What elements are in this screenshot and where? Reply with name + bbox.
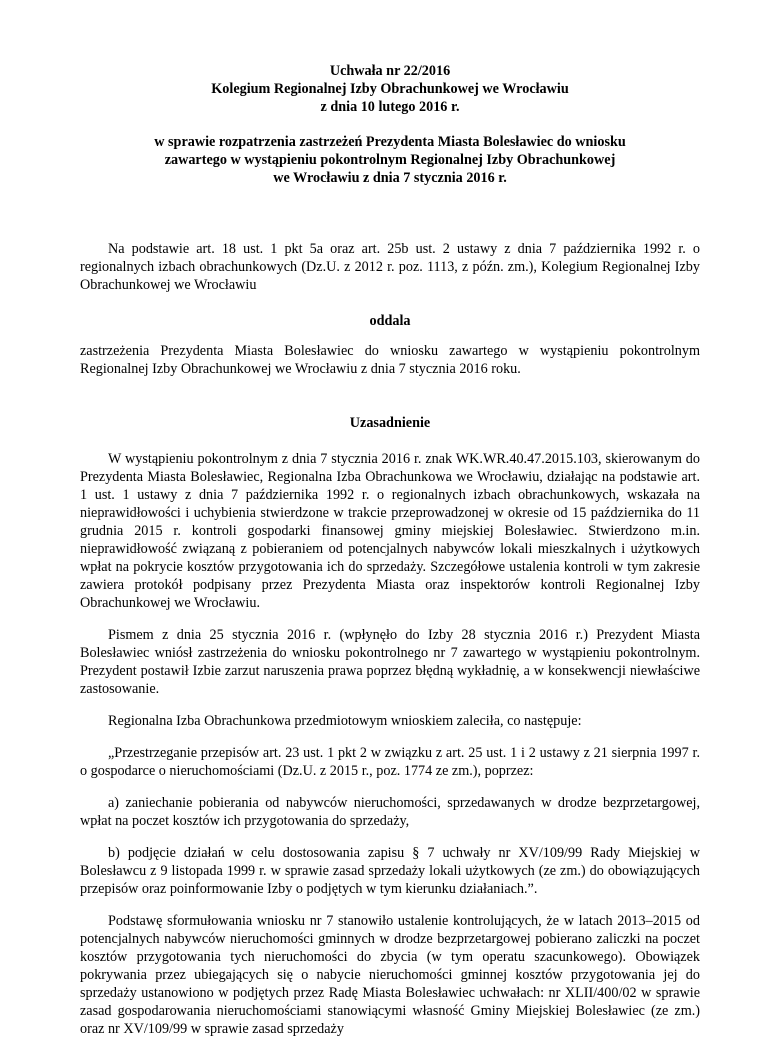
resolution-header [80,62,700,116]
decision-word: oddala [369,313,411,329]
resolution-number: Uchwała nr 22/2016 [329,63,451,79]
subject-line-2: zawartego w wystąpieniu pokontrolnym Regionalnej Izby Obrachunkowej [164,152,616,168]
issuing-body: Kolegium Regionalnej Izby Obrachunkowej we Wrocławiu [211,81,569,97]
recommendation-item-b: b) podjęcie działań w celu dostosowania zapisu § 7 uchwały nr XV/109/99 Rady Miejskiej w Bolesławcu z 9 listopada 1999 r. w sprawie zasad sprzedaży lokali użytkowych (ze zm.) do obowiązujących przepisów oraz poinformowanie Izby o podjętych w tym kierunku działaniach.”. [80,845,700,897]
document-page [80,58,700,1038]
subject-line-1: w sprawie rozpatrzenia zastrzeżeń Prezydenta Miasta Bolesławiec do wniosku [154,134,626,150]
resolution-date: z dnia 10 lutego 2016 r. [320,99,460,115]
justification-paragraph-7: Podstawę sformułowania wniosku nr 7 stanowiło ustalenie kontrolujących, że w latach 2013–2015 od potencjalnych nabywców nieruchomości gminnych w drodze bezprzetargowej pobierano zaliczki na poczet kosztów przygotowania tych nieruchomości do zbycia (w tym operatu szacunkowego). Obowiązek pokrywania przez ubiegających się o nabycie nieruchomości gminnej kosztów przygotowania jej do sprzedaży ustanowiono w podjętych przez Radę Miasta Bolesławiec uchwałach: nr XLII/400/02 w sprawie zasad gospodarowania nieruchomościami stanowiącymi własność Gminy Miejskiej Bolesławiec (ze zm.) oraz nr XV/109/99 w sprawie zasad sprzedaży [80,913,700,1037]
justification-paragraph-1: W wystąpieniu pokontrolnym z dnia 7 stycznia 2016 r. znak WK.WR.40.47.2015.103, skierowanym do Prezydenta Miasta Bolesławiec, Regionalna Izba Obrachunkowa we Wrocławiu, działając na podstawie art. 1 ust. 1 ustawy z dnia 7 października 1992 r. o regionalnych izbach obrachunkowych, wskazała na nieprawidłowości i uchybienia stwierdzone w trakcie przeprowadzonej w okresie od 15 października do 11 grudnia 2015 r. kontroli gospodarki finansowej gminy miejskiej Bolesławiec. Stwierdzono m.in. nieprawidłowość związaną z pobieraniem od potencjalnych nabywców lokali mieszkalnych i użytkowych wpłat na pokrycie kosztów przygotowania ich do sprzedaży. Szczegółowe ustalenia kontroli w tym zakresie zawiera protokół podpisany przez Prezydenta Miasta oraz inspektorów kontroli Regionalnej Izby Obrachunkowej we Wrocławiu. [80,451,700,611]
legal-basis-paragraph: Na podstawie art. 18 ust. 1 pkt 5a oraz art. 25b ust. 2 ustawy z dnia 7 października 1992 r. o regionalnych izbach obrachunkowych (Dz.U. z 2012 r. poz. 1113, z późn. zm.), Kolegium Regionalnej Izby Obrachunkowej we Wrocławiu [80,241,700,293]
resolution-subject [80,133,700,187]
quoted-recommendation: „Przestrzeganie przepisów art. 23 ust. 1 pkt 2 w związku z art. 25 ust. 1 i 2 ustawy z 21 sierpnia 1997 r. o gospodarce o nieruchomościami (Dz.U. z 2015 r., poz. 1774 ze zm.), poprzez: [80,745,700,779]
subject-line-3: we Wrocławiu z dnia 7 stycznia 2016 r. [273,170,507,186]
decision-paragraph: zastrzeżenia Prezydenta Miasta Bolesławiec do wniosku zawartego w wystąpieniu pokontrolnym Regionalnej Izby Obrachunkowej we Wrocławiu z dnia 7 stycznia 2016 roku. [80,343,700,377]
justification-paragraph-3: Regionalna Izba Obrachunkowa przedmiotowym wnioskiem zaleciła, co następuje: [108,713,582,729]
justification-paragraph-2: Pismem z dnia 25 stycznia 2016 r. (wpłynęło do Izby 28 stycznia 2016 r.) Prezydent Miasta Bolesławiec wniósł zastrzeżenia do wniosku pokontrolnego nr 7 zawartego w wystąpieniu pokontrolnym. Prezydent postawił Izbie zarzut naruszenia prawa poprzez błędną wykładnię, a w konsekwencji niewłaściwe zastosowanie. [80,627,700,697]
justification-heading: Uzasadnienie [349,415,431,431]
recommendation-item-a: a) zaniechanie pobierania od nabywców nieruchomości, sprzedawanych w drodze bezprzetargowej, wpłat na poczet kosztów ich przygotowania do sprzedaży, [80,795,700,829]
